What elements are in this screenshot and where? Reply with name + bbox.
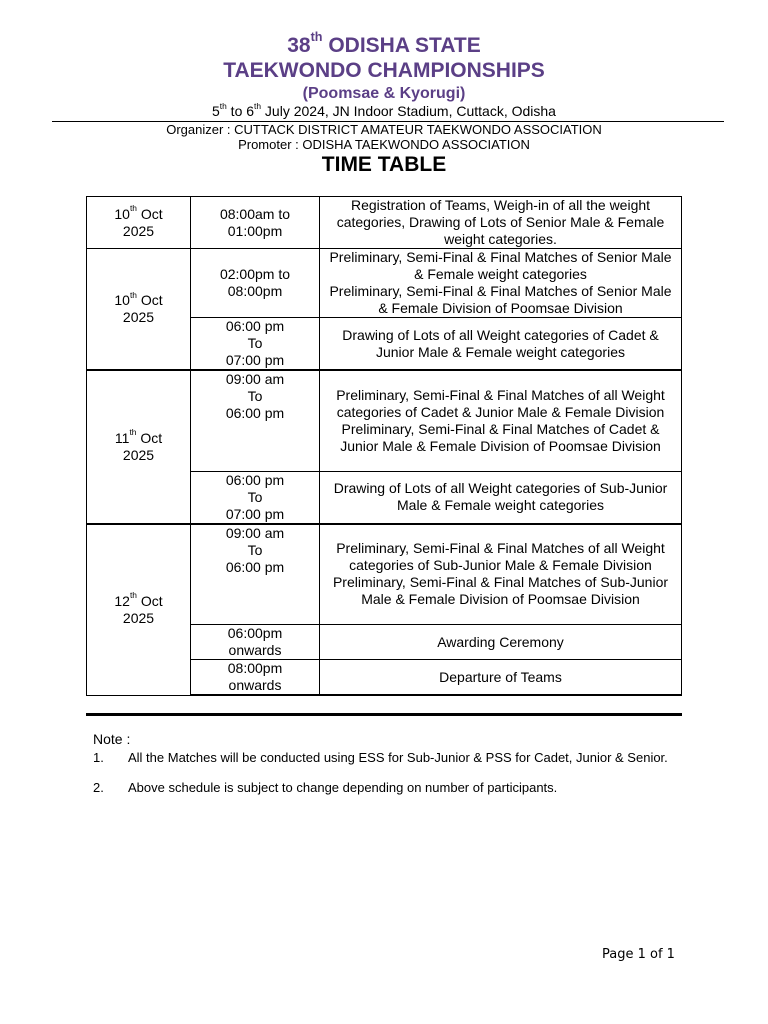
date-day: 12 bbox=[114, 592, 130, 609]
schedule-row bbox=[87, 249, 682, 318]
title-ordinal-suffix: th bbox=[310, 30, 323, 45]
timetable bbox=[86, 196, 682, 696]
schedule-date bbox=[87, 370, 191, 524]
schedule-activity bbox=[320, 660, 682, 696]
activity-text: Drawing of Lots of all Weight categories of Cadet & Junior Male & Female weight categories bbox=[342, 326, 659, 360]
time-line: 01:00pm bbox=[227, 222, 283, 239]
time-line: 06:00 pm bbox=[225, 558, 285, 575]
time-line: 06:00pm bbox=[227, 625, 283, 641]
time-line: 07:00 pm bbox=[225, 505, 285, 522]
venue-end-day: to 6 bbox=[226, 103, 255, 119]
venue-end-suffix: th bbox=[254, 100, 262, 111]
schedule-date bbox=[87, 524, 191, 696]
time-line: 08:00am to bbox=[219, 205, 291, 222]
time-line: 06:00 pm bbox=[225, 471, 285, 488]
date-month: Oct bbox=[136, 205, 163, 222]
note-item bbox=[93, 750, 683, 765]
schedule-activity bbox=[320, 524, 682, 625]
activity-text: Drawing of Lots of all Weight categories of Sub-Junior Male & Female weight categories bbox=[333, 480, 668, 513]
schedule-activity bbox=[320, 318, 682, 371]
schedule-time bbox=[191, 370, 320, 471]
schedule-row bbox=[87, 370, 682, 471]
activity-text: Preliminary, Semi-Final & Final Matches of Sub-Junior Male & Female Division of Poomsae Division bbox=[332, 574, 669, 608]
notes-title: Note : bbox=[93, 731, 131, 747]
time-line: 08:00pm bbox=[227, 283, 283, 299]
title-text: ODISHA STATE bbox=[322, 34, 481, 57]
time-line: To bbox=[247, 335, 263, 351]
time-line: To bbox=[247, 488, 263, 505]
time-line: 06:00 pm bbox=[225, 318, 285, 334]
schedule-time bbox=[191, 524, 320, 625]
venue-location: July 2024, JN Indoor Stadium, Cuttack, Odisha bbox=[261, 103, 556, 119]
activity-text: Awarding Ceremony bbox=[437, 633, 564, 650]
schedule-row bbox=[87, 524, 682, 625]
championship-title-line1 bbox=[0, 30, 768, 59]
date-month: Oct bbox=[136, 592, 163, 609]
schedule-activity bbox=[320, 625, 682, 660]
note-item bbox=[93, 780, 683, 795]
time-line: 07:00 pm bbox=[225, 352, 285, 368]
timetable-heading: TIME TABLE bbox=[321, 153, 447, 176]
time-line: 09:00 am bbox=[225, 524, 285, 541]
date-day: 10 bbox=[114, 292, 130, 308]
table-end-divider bbox=[86, 713, 682, 716]
schedule-time bbox=[191, 249, 320, 318]
time-line: To bbox=[247, 541, 263, 558]
page-number: Page 1 of 1 bbox=[602, 947, 675, 962]
date-day-suffix: th bbox=[129, 427, 137, 438]
schedule-time bbox=[191, 471, 320, 524]
time-line: 08:00pm bbox=[227, 660, 283, 676]
note-text: All the Matches will be conducted using ESS for Sub-Junior & PSS for Cadet, Junior & Senior. bbox=[128, 750, 668, 765]
date-year: 2025 bbox=[122, 609, 155, 626]
activity-text: Departure of Teams bbox=[439, 668, 562, 685]
note-number: 1. bbox=[93, 750, 104, 765]
date-day: 10 bbox=[114, 205, 130, 222]
organizer-line: Organizer : CUTTACK DISTRICT AMATEUR TAEKWONDO ASSOCIATION bbox=[166, 122, 602, 137]
schedule-time bbox=[191, 318, 320, 371]
date-day-suffix: th bbox=[129, 590, 137, 601]
schedule-activity bbox=[320, 197, 682, 249]
championship-title-line2: TAEKWONDO CHAMPIONSHIPS bbox=[223, 59, 545, 82]
date-day-suffix: th bbox=[129, 203, 137, 214]
activity-text: Preliminary, Semi-Final & Final Matches of Senior Male & Female weight categories bbox=[329, 249, 672, 282]
activity-text: Preliminary, Semi-Final & Final Matches of all Weight categories of Sub-Junior Male & Female Division bbox=[336, 540, 665, 574]
schedule-activity bbox=[320, 370, 682, 471]
schedule-time bbox=[191, 660, 320, 696]
date-month: Oct bbox=[136, 292, 163, 308]
title-number: 38 bbox=[287, 34, 311, 57]
event-dates-venue bbox=[0, 100, 768, 120]
championship-subtitle: (Poomsae & Kyorugi) bbox=[302, 85, 466, 102]
date-day: 11 bbox=[114, 429, 130, 446]
time-line: To bbox=[247, 388, 263, 404]
date-year: 2025 bbox=[122, 309, 155, 325]
schedule-time bbox=[191, 625, 320, 660]
schedule-activity bbox=[320, 249, 682, 318]
schedule-date bbox=[87, 249, 191, 371]
schedule-time bbox=[191, 197, 320, 249]
time-line: onwards bbox=[228, 677, 282, 693]
promoter-line: Promoter : ODISHA TAEKWONDO ASSOCIATION bbox=[238, 137, 530, 152]
schedule-activity bbox=[320, 471, 682, 524]
activity-text: Preliminary, Semi-Final & Final Matches of Cadet & Junior Male & Female Division of Poomsae Division bbox=[340, 420, 661, 454]
note-text: Above schedule is subject to change depending on number of participants. bbox=[128, 780, 558, 795]
schedule-row bbox=[87, 197, 682, 249]
time-line: onwards bbox=[228, 642, 282, 658]
schedule-date bbox=[87, 197, 191, 249]
date-year: 2025 bbox=[122, 446, 155, 463]
date-day-suffix: th bbox=[129, 289, 137, 300]
date-year: 2025 bbox=[122, 222, 155, 239]
venue-start-day: 5 bbox=[212, 103, 220, 119]
date-month: Oct bbox=[136, 429, 163, 446]
time-line: 06:00 pm bbox=[225, 405, 285, 421]
activity-text: Preliminary, Semi-Final & Final Matches of all Weight categories of Cadet & Junior Male & Female Division bbox=[336, 386, 665, 420]
time-line: 02:00pm to bbox=[219, 266, 291, 282]
venue-start-suffix: th bbox=[219, 100, 227, 111]
time-line: 09:00 am bbox=[225, 371, 285, 387]
note-number: 2. bbox=[93, 780, 104, 795]
activity-text: Registration of Teams, Weigh-in of all the weight categories, Drawing of Lots of Senior Male & Female weight categories. bbox=[336, 197, 665, 247]
activity-text: Preliminary, Semi-Final & Final Matches of Senior Male & Female Division of Poomsae Division bbox=[329, 283, 672, 316]
